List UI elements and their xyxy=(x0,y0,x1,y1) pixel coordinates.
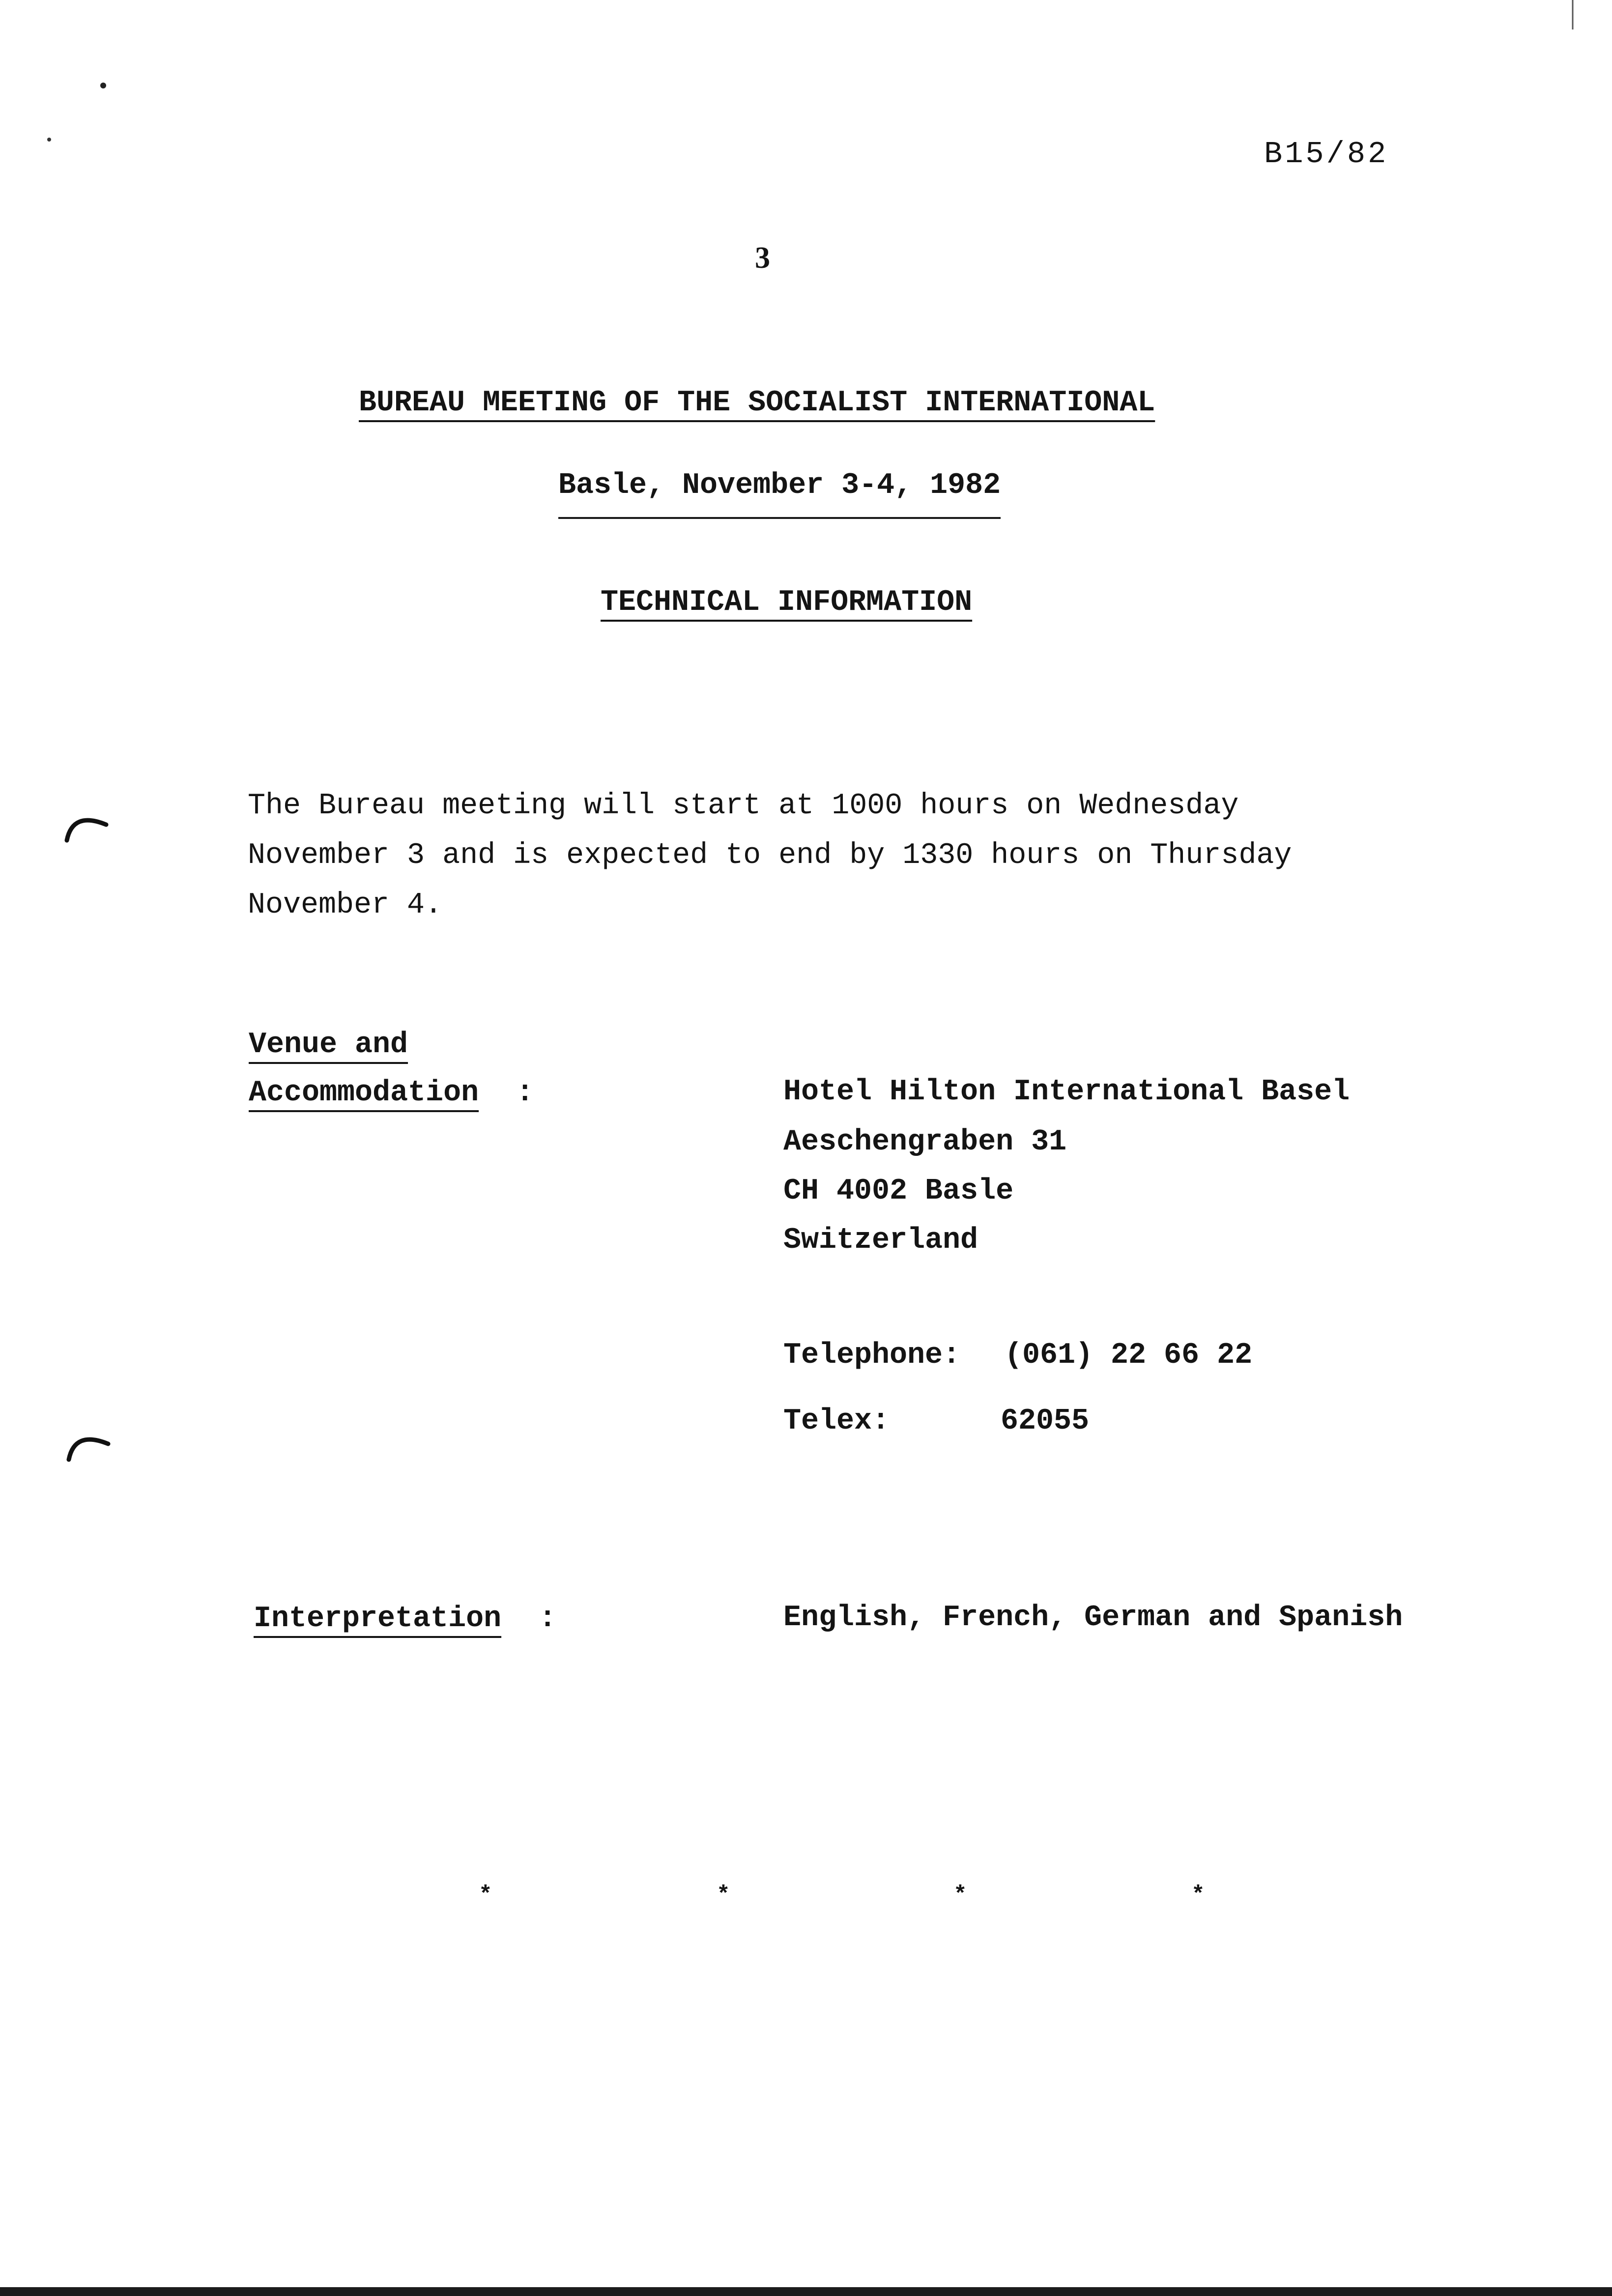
separator-star: * xyxy=(953,1882,967,1908)
telex-value: 62055 xyxy=(1001,1405,1090,1438)
interpretation-label-row xyxy=(254,1602,556,1636)
telex-label: Telex: xyxy=(783,1405,890,1438)
accommodation-label: Accommodation xyxy=(249,1076,479,1110)
scan-edge-line xyxy=(1568,0,1578,29)
label-colon: : xyxy=(516,1076,534,1110)
venue-address-line: CH 4002 Basle xyxy=(783,1175,1014,1208)
scan-speck-1 xyxy=(98,81,108,90)
separator-star: * xyxy=(717,1882,730,1908)
interpretation-label: Interpretation xyxy=(254,1602,502,1636)
venue-address-line: Hotel Hilton International Basel xyxy=(783,1075,1350,1109)
page-number: 3 xyxy=(755,241,770,275)
punch-hole-mark-top xyxy=(63,806,112,845)
venue-label: Venue and xyxy=(249,1028,408,1062)
intro-paragraph xyxy=(248,781,1457,930)
intro-line: November 4. xyxy=(248,889,443,922)
punch-hole-mark-bottom xyxy=(65,1425,114,1464)
telephone-value: (061) 22 66 22 xyxy=(1005,1339,1253,1372)
meeting-place-date: Basle, November 3-4, 1982 xyxy=(558,469,1001,519)
intro-line: November 3 and is expected to end by 1330 hours on Thursday xyxy=(248,839,1292,872)
scan-bottom-edge xyxy=(0,2280,1612,2296)
document-title: BUREAU MEETING OF THE SOCIALIST INTERNATIONAL xyxy=(359,386,1155,420)
venue-address-line: Switzerland xyxy=(783,1224,979,1257)
venue-address-line: Aeschengraben 31 xyxy=(783,1125,1067,1159)
telephone-label: Telephone: xyxy=(783,1339,961,1372)
intro-line: The Bureau meeting will start at 1000 hours on Wednesday xyxy=(248,789,1239,823)
label-colon: : xyxy=(539,1602,557,1636)
document-reference: B15/82 xyxy=(1264,137,1389,172)
scan-speck-2 xyxy=(45,136,53,144)
document-subtitle: TECHNICAL INFORMATION xyxy=(601,586,973,619)
separator-star: * xyxy=(1191,1882,1205,1908)
interpretation-languages: English, French, German and Spanish xyxy=(783,1601,1403,1635)
accommodation-label-row xyxy=(249,1076,534,1110)
separator-star: * xyxy=(479,1882,492,1908)
